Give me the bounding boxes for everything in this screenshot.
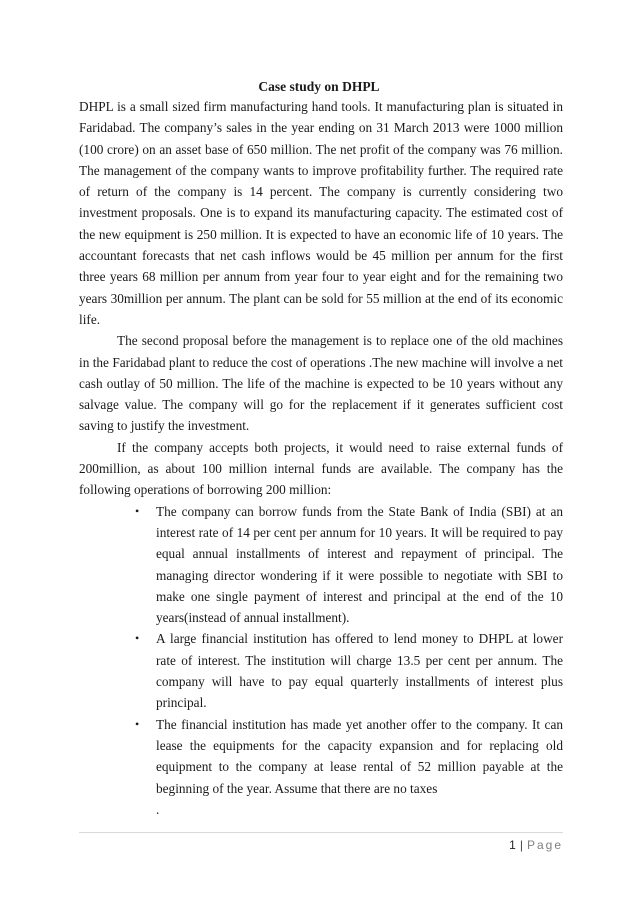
paragraph-2: The second proposal before the management is to replace one of the old machines in the Faridabad plant to reduce the cost of operations .The new machine will involve a net cash outlay of 50 million. The life of the machine is expected to be 10 years without any salvage value. The company will go for the replacement if it generates sufficient cost saving to justify the investment.: [79, 333, 563, 434]
paragraph-3: If the company accepts both projects, it would need to raise external funds of 200million, as about 100 million internal funds are available. The company has the following operations of borrowing 200 million:: [79, 439, 563, 498]
page-footer: [509, 838, 563, 852]
list-item: [79, 714, 563, 799]
borrowing-options-list: [79, 501, 563, 799]
bullet-icon: •: [135, 503, 140, 518]
list-item-text: The financial institution has made yet another offer to the company. It can lease the equipments for the capacity expansion and for replacing old equipment to the company at lease rental of 52 million payable at the beginning of the year. Assume that there are no taxes: [156, 716, 563, 796]
list-item-text: A large financial institution has offered to lend money to DHPL at lower rate of interest. The institution will charge 13.5 per cent per annum. The company will have to pay equal quarterly installments of interest plus principal.: [156, 631, 563, 711]
document-body: [79, 96, 563, 820]
trailing-mark: .: [156, 801, 160, 817]
list-item-text: The company can borrow funds from the State Bank of India (SBI) at an interest rate of 14 per cent per annum for 10 years. It will be required to pay equal annual installments of interest and repayment of principal. The managing director wondering if it were possible to negotiate with SBI to make one single payment of interest and principal at the end of the 10 years(instead of annual installment).: [156, 503, 563, 626]
list-item: [79, 501, 563, 629]
footer-divider: [79, 832, 563, 833]
page-number: 1: [509, 838, 516, 852]
bullet-icon: •: [135, 631, 140, 646]
bullet-icon: •: [135, 716, 140, 731]
list-item: [79, 628, 563, 713]
page-title: Case study on DHPL: [258, 79, 380, 94]
footer-separator: |: [519, 838, 523, 852]
paragraph-1: DHPL is a small sized firm manufacturing hand tools. It manufacturing plan is situated in Faridabad. The company’s sales in the year ending on 31 March 2013 were 1000 million (100 crore) on an asset base of 650 million. The net profit of the company was 76 million. The management of the company wants to improve profitability further. The required rate of return of the company is 14 percent. The company is currently considering two investment proposals. One is to expand its manufacturing capacity. The estimated cost of the new equipment is 250 million. It is expected to have an economic life of 10 years. The accountant forecasts that net cash inflows would be 45 million per annum for the first three years 68 million per annum from year four to year eight and for the remaining two years 30million per annum. The plant can be sold for 55 million at the end of its economic life.: [79, 99, 563, 327]
page-label: Page: [526, 838, 563, 852]
